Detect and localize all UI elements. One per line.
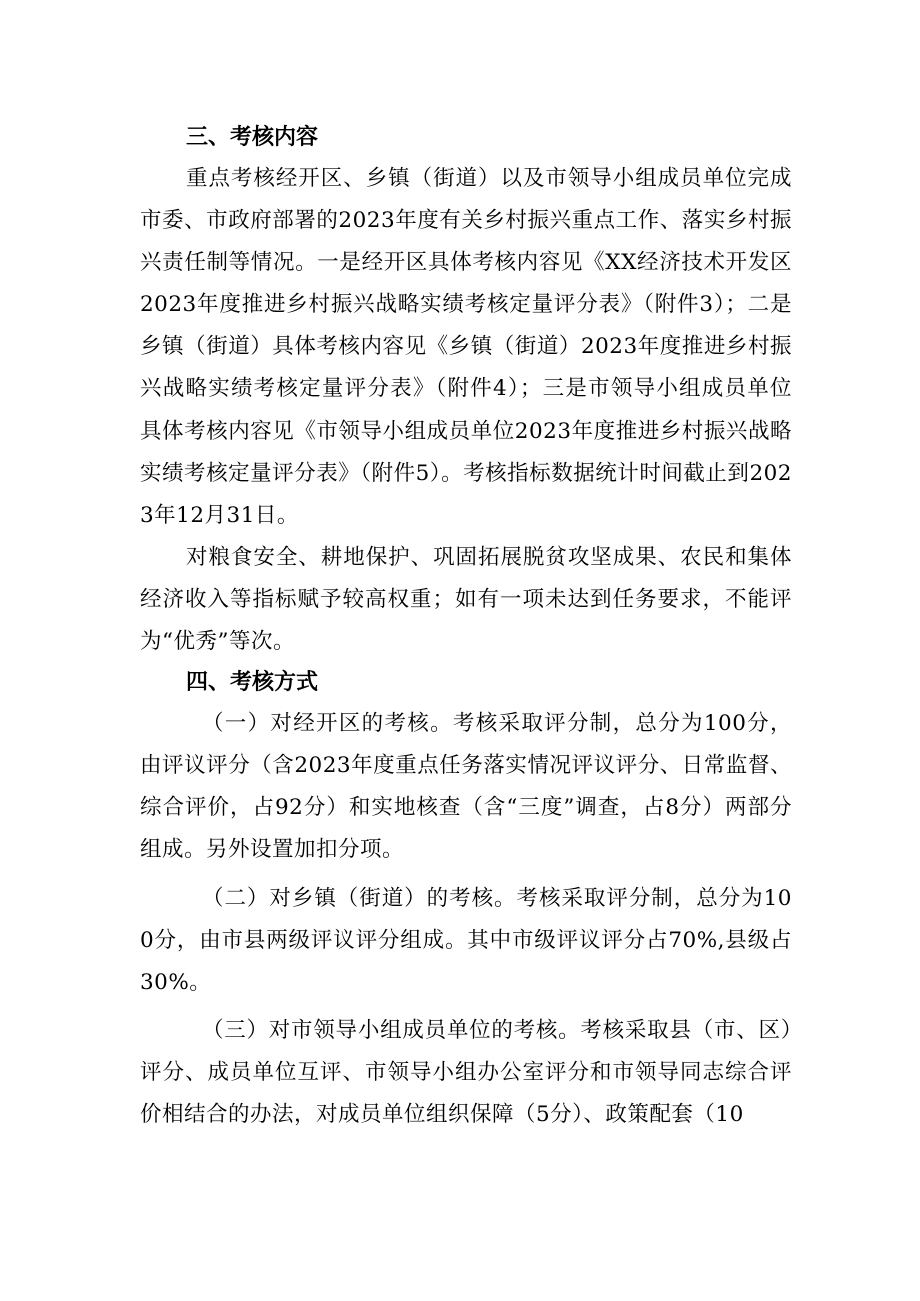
paragraph-weighting: 对粮食安全、耕地保护、巩固拓展脱贫攻坚成果、农民和集体经济收入等指标赋予较高权重；如有一项未达到任务要求，不能评为“优秀”等次。 — [140, 544, 792, 655]
paragraph-method-member-units: （三）对市领导小组成员单位的考核。考核采取县（市、区）评分、成员单位互评、市领导小组办公室评分和市领导同志综合评价相结合的办法，对成员单位组织保障（5分）、政策配套（10 — [140, 1017, 792, 1127]
section-heading-assessment-method: 四、考核方式 — [186, 670, 319, 696]
paragraph-assessment-scope: 重点考核经开区、乡镇（街道）以及市领导小组成员单位完成市委、市政府部署的2023年度有关乡村振兴重点工作、落实乡村振兴责任制等情况。一是经开区具体考核内容见《XX经济技术开发区2023年度推进乡村振兴战略实绩考核定量评分表》（附件3）；二是乡镇（街道）具体考核内容见《乡镇（街道）2023年度推进乡村振兴战略实绩考核定量评分表》（附件4）；三是市领导小组成员单位具体考核内容见《市领导小组成员单位2023年度推进乡村振兴战略实绩考核定量评分表》（附件5）。考核指标数据统计时间截止到2023年12月31日。 — [140, 166, 792, 528]
paragraph-method-development-zone: （一）对经开区的考核。考核采取评分制，总分为100分，由评议评分（含2023年度重点任务落实情况评议评分、日常监督、综合评价，占92分）和实地核查（含“三度”调查，占8分）两部分组成。另外设置加扣分项。 — [140, 711, 792, 863]
document-page — [140, 118, 792, 1136]
paragraph-method-townships: （二）对乡镇（街道）的考核。考核采取评分制，总分为100分，由市县两级评议评分组成。其中市级评议评分占70%,县级占30%。 — [140, 885, 792, 995]
section-heading-assessment-content: 三、考核内容 — [186, 125, 319, 150]
